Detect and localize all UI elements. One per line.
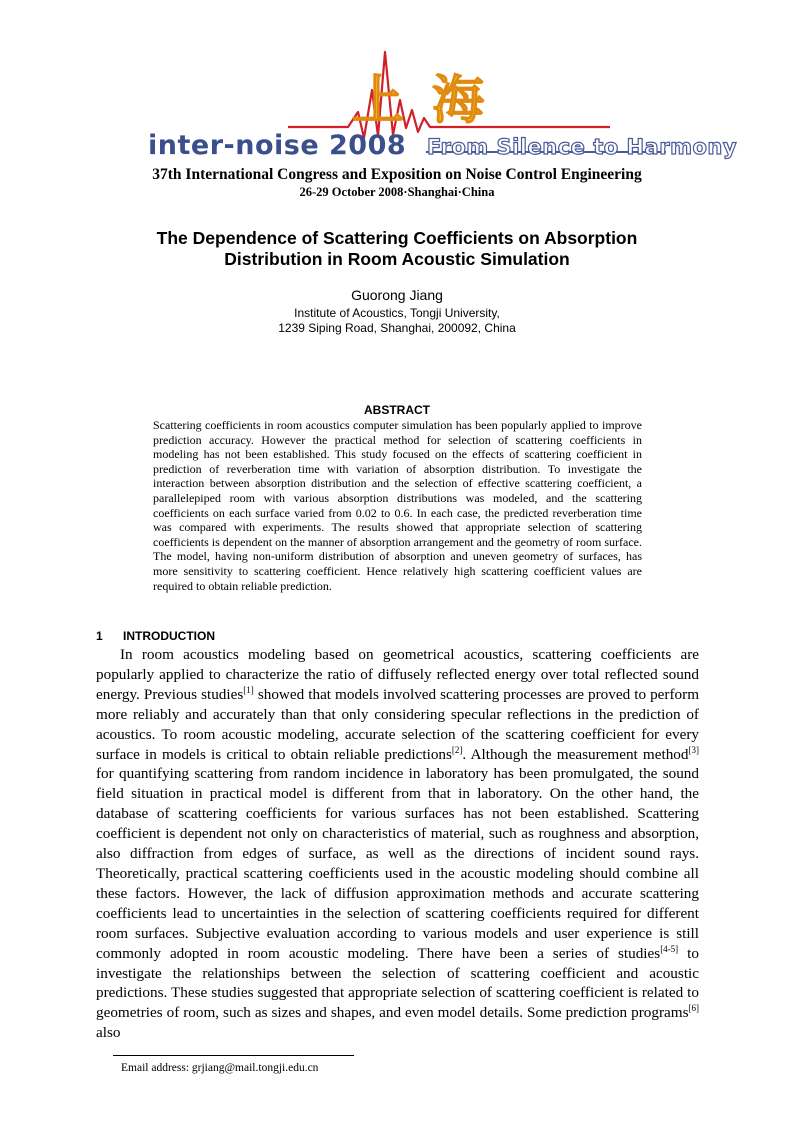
introduction-paragraph bbox=[96, 645, 699, 1043]
abstract-heading: ABSTRACT bbox=[364, 403, 430, 417]
section-title: INTRODUCTION bbox=[123, 629, 215, 643]
slogan-text: From Silence to Harmony bbox=[427, 135, 738, 159]
brand-wordmark: inter-noise 2008 bbox=[148, 130, 407, 161]
section-heading bbox=[96, 629, 215, 643]
citation-ref: [2] bbox=[451, 744, 463, 755]
author-name: Guorong Jiang bbox=[351, 287, 443, 303]
intro-text-segment: . Although the measurement method bbox=[462, 745, 689, 763]
intro-text-segment: to investigate the relationships between the selection of scattering coefficient and acoustic predictions. These studies suggested that appropriate selection of scattering coefficient is related to geometries of room, such as sizes and shapes, and even model details. Some prediction programs bbox=[96, 944, 699, 1022]
intro-text-segment: for quantifying scattering from random incidence in laboratory has been promulgated, the sound field situation in practical model is different from that in laboratory. On the other hand, the database of scattering coefficients for various surfaces has not been established. Scattering coefficient is dependent not only on characteristics of material, such as roughness and absorption, also diffraction from edges of surface, as well as the directions of incident sound rays. Theoretically, practical scattering coefficients used in the acoustic modeling should combine all these factors. However, the lack of diffusion approximation methods and accurate scattering coefficients lead to uncertainties in the selection of scattering coefficients required for different room surfaces. Subjective evaluation according to various models and user experience is still commonly adopted in room acoustic modeling. There have been a series of studies bbox=[96, 765, 699, 962]
citation-ref: [6] bbox=[688, 1003, 699, 1014]
intro-text-segment: showed that models involved scattering processes are proved to perform more reliably and accurately than that only considering specular reflections in the prediction of acoustics. To room acoustic modeling, accurate selection of the scattering coefficient for every surface in models is critical to obtain reliable predictions bbox=[96, 685, 700, 763]
conference-date: 26-29 October 2008·Shanghai·China bbox=[299, 185, 495, 199]
citation-ref: [4-5] bbox=[660, 943, 679, 954]
logo-chinese-text: 上海 bbox=[352, 71, 513, 131]
conference-title: 37th International Congress and Exposition on Noise Control Engineering bbox=[152, 166, 642, 183]
affiliation-line-1: Institute of Acoustics, Tongji University, bbox=[294, 306, 500, 320]
affiliation-line-2: 1239 Siping Road, Shanghai, 200092, China bbox=[278, 321, 516, 335]
intro-text-segment: In room acoustics modeling based on geometrical acoustics, scattering coefficients are popularly applied to characterize the ratio of diffusely reflected energy over total reflected sound energy. Previous studies bbox=[96, 646, 699, 703]
citation-ref: [1] bbox=[243, 684, 254, 695]
intro-text-segment: also bbox=[96, 1024, 121, 1042]
citation-ref: [3] bbox=[688, 744, 699, 755]
footnote-divider bbox=[113, 1055, 354, 1056]
paper-title: The Dependence of Scattering Coefficients on Absorption Distribution in Room Acoustic Simulation bbox=[156, 228, 638, 269]
footnote-email: Email address: grjiang@mail.tongji.edu.cn bbox=[121, 1062, 319, 1074]
abstract-text: Scattering coefficients in room acoustics computer simulation has been popularly applied to improve prediction accuracy. However the practical method for selection of scattering coefficients in modeling has not been established. This study focused on the effects of scattering coefficient in prediction of reverberation time with variation of absorption distribution. To investigate the interaction between absorption distribution and the selection of effective scattering coefficient, a parallelepiped room with various absorption distributions was modeled, and the scattering coefficients on each surface varied from 0.02 to 0.6. In each case, the predicted reverberation time was compared with experiments. The results showed that appropriate selection of scattering coefficients is dependent on the manner of absorption arrangement and the geometry of room surface. The model, having non-uniform distribution of absorption and uneven geometry of surfaces, has more sensitivity to scattering coefficient. Hence relatively high scattering coefficient values are required to obtain reliable prediction. bbox=[153, 418, 642, 593]
section-number: 1 bbox=[96, 629, 103, 643]
